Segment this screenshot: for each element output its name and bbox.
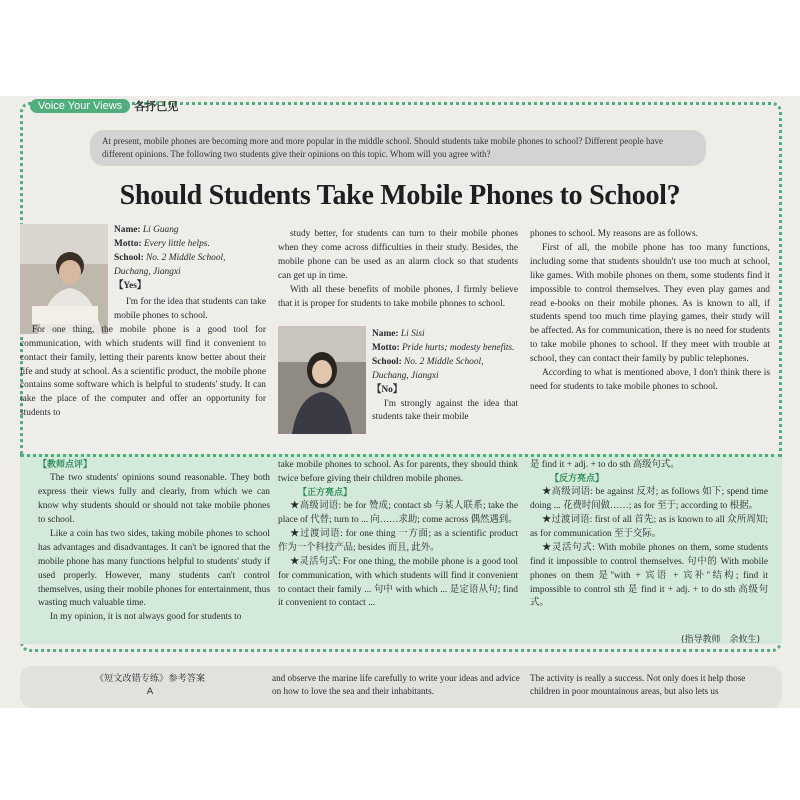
- student2-school: No. 2 Middle School, Duchang, Jiangxi: [372, 356, 484, 381]
- answer-key-strip: [20, 666, 782, 708]
- review-head-pro: 【正方亮点】: [298, 487, 353, 498]
- student2-info: Name: Li Sisi Motto: Pride hurts; modesty benefits. School: No. 2 Middle School, Duchang, Jiangxi 【No】 I'm strongly against the idea that students take their mobile: [372, 329, 518, 423]
- teacher-review: [20, 454, 782, 644]
- answer-key-col3: The activity is really a success. Not only does it help those children in poor mountainous areas, but also lets us: [530, 673, 746, 697]
- answer-key-title-block: [50, 672, 250, 698]
- article-title: Should Students Take Mobile Phones to School?: [119, 180, 681, 211]
- review-col1: 【教师点评】 The two students' opinions sound reasonable. They both express their views fully and clearly, from which we can know why students should or should not take mobile phones to school. Like a coin has two sides, taking mobile phones to school has advantages and disadvantages. It can't be ignored that the mobile phone has many functions helpful to students' study if used properly. However, many students can't control themselves, using their mobile phones for entertainment, thus wasting much valuable time. In my opinion, it is not always good for students to: [38, 460, 270, 623]
- student1-name: Li Guang: [142, 225, 179, 235]
- student2-text-col3: phones to school. My reasons are as follows. First of all, the mobile phone has too many functions, including some that students shouldn't use too much at school, like games. With mobile phones on them, some students find it impossible to control themselves. They even play games and read e-books on their mobile phones. As is known to all, if students spend too much time playing games, their study will be affected. As for communication, there is no need for students to take mobile phones to school. If they meet with trouble at school, they can contact their family by public telephones. According to what is mentioned above, I don't think there is need for students to take mobile phones to school.: [530, 229, 770, 392]
- intro-box: At present, mobile phones are becoming more and more popular in the middle school. Should students take mobile phones to school? Different people have different opinions. The following two students give their opinions on this topic. Whom will you agree with?: [90, 130, 706, 166]
- review-col3: 是 find it + adj. + to do sth 高级句式。 【反方亮点】 ★高级词语: be against 反对; as follows 如下; spend time doing ... 花费时间做……; as for 至于; according to 根据。 ★过渡词语: first of all 首先; as is known to all 众所周知; as for communication 至于交际。 ★灵活句式: With mobile phones on them, some students find it impossible to control themselves. 句中的 With mobile phones on them 是"with + 宾语 + 宾补"结构; find it impossible to control sth 是 find it + adj. + to do sth 高级句式。: [530, 460, 768, 609]
- section-tag-en: Voice Your Views: [30, 99, 130, 113]
- student1-info: Name: Li Guang Motto: Every little helps. School: No. 2 Middle School, Duchang, Jiangxi 【Yes】: [114, 224, 264, 294]
- answer-key-title: 《短文改错专练》参考答案: [94, 673, 206, 684]
- newspaper-page: [0, 96, 800, 708]
- review-col2: take mobile phones to school. As for parents, they should think twice before giving their children mobile phones. 【正方亮点】 ★高级词语: be for 赞成; contact sb 与某人联系; take the place of 代替; turn to ... 向……求助; come across 偶然遇到。 ★过渡词语: for one thing 一方面; as a scientific product 作为一个科技产品; besides 而且, 此外。 ★灵活句式: For one thing, the mobile phone is a good tool for communication, with which students will find it convenient to contact their family ... 句中 with which ... 是定语从句; find it convenient to contact ...: [278, 460, 518, 609]
- student1-text-col2: study better, for students can turn to their mobile phones when they come across difficulties in their study. Besides, the mobile phone can be used as an alarm clock so that students can get up in time. With all these benefits of mobile phones, I firmly believe that it is proper for students to take mobile phones to school.: [278, 229, 518, 309]
- review-head-con: 【反方亮点】: [550, 473, 605, 484]
- student2-name: Li Sisi: [400, 329, 425, 339]
- review-head-comment: 【教师点评】: [38, 460, 93, 470]
- student1-text-col1: I'm for the idea that students can take mobile phones to school. For one thing, the mobile phone is a good tool for communication, with which students will find it convenient to contact their family, letting their parents know better about their life and study at school. As a scientific product, the mobile phone contains some software which is helpful to students' study. It can take the place of the computer and offer an opportunity for students to: [20, 297, 266, 419]
- section-tag-cn: 各抒己见: [134, 100, 179, 113]
- stance-no: 【No】: [372, 384, 403, 395]
- student2-photo: [278, 326, 366, 434]
- answer-key-col2: and observe the marine life carefully to write your ideas and advice on how to love the sea and their inhabitants.: [272, 673, 520, 697]
- student1-school: No. 2 Middle School, Duchang, Jiangxi: [114, 252, 226, 277]
- stance-yes: 【Yes】: [114, 280, 147, 291]
- section-tag: [30, 98, 178, 114]
- answer-key-sub: A: [146, 686, 154, 698]
- teacher-signature: (指导教师 余攸生): [680, 635, 760, 645]
- student1-motto: Every little helps.: [143, 238, 210, 249]
- student2-motto: Pride hurts; modesty benefits.: [401, 342, 515, 353]
